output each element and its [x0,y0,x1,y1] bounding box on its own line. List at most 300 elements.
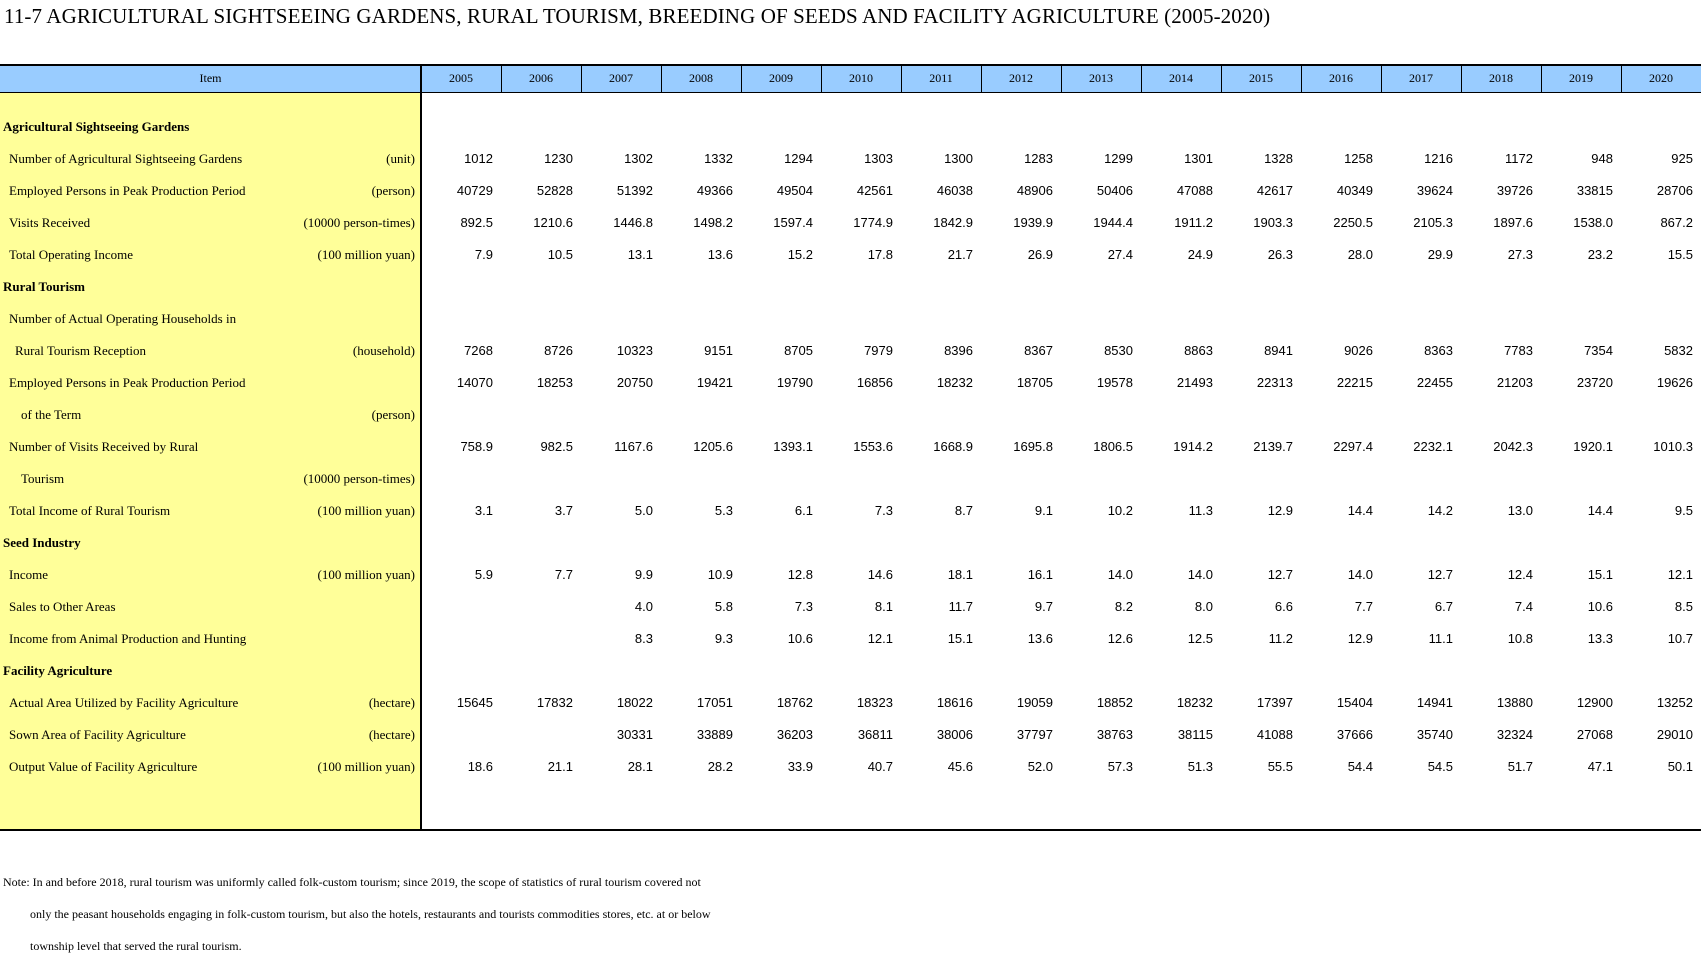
value-cell: 1258 [1344,151,1373,166]
header-year-2019: 2019 [1569,71,1593,85]
value-cell: 2232.1 [1413,439,1453,454]
value-cell: 7.7 [1354,599,1373,614]
header-year-2016: 2016 [1329,71,1353,85]
value-cell: 40349 [1336,183,1373,198]
value-cell: 35740 [1416,727,1453,742]
value-cell: 19421 [696,375,733,390]
value-cell: 1944.4 [1093,215,1133,230]
header-divider [501,64,502,93]
value-cell: 1283 [1024,151,1053,166]
value-cell: 32324 [1496,727,1533,742]
value-cell: 1903.3 [1253,215,1293,230]
header-year-2012: 2012 [1009,71,1033,85]
value-cell: 1897.6 [1493,215,1533,230]
value-cell: 8363 [1424,343,1453,358]
header-divider [1061,64,1062,93]
value-cell: 19578 [1096,375,1133,390]
value-cell: 12.5 [1187,631,1213,646]
value-cell: 8396 [944,343,973,358]
value-cell: 10323 [616,343,653,358]
value-cell: 1842.9 [933,215,973,230]
header-year-2011: 2011 [929,71,953,85]
value-cell: 8.1 [874,599,893,614]
value-cell: 1939.9 [1013,215,1053,230]
value-cell: 2105.3 [1413,215,1453,230]
row-unit: (100 million yuan) [317,567,415,582]
value-cell: 39726 [1496,183,1533,198]
value-cell: 7.7 [554,567,573,582]
value-cell: 15404 [1336,695,1373,710]
value-cell: 5.0 [634,503,653,518]
value-cell: 38115 [1177,727,1213,742]
table-row [0,303,1701,335]
row-label: Employed Persons in Peak Production Period [9,375,246,390]
header-year-2018: 2018 [1489,71,1513,85]
value-cell: 9.9 [634,567,653,582]
table-row [0,239,1701,271]
value-cell: 925 [1671,151,1693,166]
value-cell: 22455 [1416,375,1453,390]
row-unit: (hectare) [368,727,415,742]
table-row [0,207,1701,239]
value-cell: 51.7 [1507,759,1533,774]
table-row [0,495,1701,527]
header-divider [1541,64,1542,93]
value-cell: 11.2 [1268,631,1293,646]
value-cell: 1012 [464,151,493,166]
row-unit: (person) [371,407,415,422]
value-cell: 1446.8 [613,215,653,230]
header-year-2009: 2009 [769,71,793,85]
value-cell: 18022 [616,695,653,710]
value-cell: 36203 [776,727,813,742]
value-cell: 1300 [944,151,973,166]
value-cell: 12.1 [1667,567,1693,582]
value-cell: 27068 [1576,727,1613,742]
value-cell: 1299 [1104,151,1133,166]
header-year-2020: 2020 [1649,71,1673,85]
header-year-2015: 2015 [1249,71,1273,85]
value-cell: 29010 [1656,727,1693,742]
value-cell: 51392 [616,183,653,198]
value-cell: 52828 [536,183,573,198]
value-cell: 8726 [544,343,573,358]
value-cell: 16.1 [1027,567,1053,582]
header-year-2006: 2006 [529,71,553,85]
table-row [0,463,1701,495]
value-cell: 17397 [1256,695,1293,710]
value-cell: 13252 [1656,695,1693,710]
value-cell: 18.1 [947,567,973,582]
row-label: Output Value of Facility Agriculture [9,759,198,774]
value-cell: 22215 [1336,375,1373,390]
value-cell: 1498.2 [693,215,733,230]
row-unit: (10000 person-times) [303,215,415,230]
section-row [0,111,1701,143]
header-divider [741,64,742,93]
header-divider [1221,64,1222,93]
row-unit: (10000 person-times) [303,471,415,486]
value-cell: 8863 [1184,343,1213,358]
value-cell: 36811 [857,727,893,742]
value-cell: 7.3 [794,599,813,614]
value-cell: 50.1 [1667,759,1693,774]
value-cell: 6.6 [1274,599,1293,614]
value-cell: 10.6 [787,631,813,646]
value-cell: 46038 [936,183,973,198]
value-cell: 8.7 [954,503,973,518]
value-cell: 23.2 [1587,247,1613,262]
value-cell: 10.8 [1507,631,1533,646]
header-year-2014: 2014 [1169,71,1193,85]
value-cell: 18852 [1096,695,1133,710]
value-cell: 12.4 [1507,567,1533,582]
value-cell: 14.6 [867,567,893,582]
header-divider [901,64,902,93]
value-cell: 8.5 [1674,599,1693,614]
value-cell: 8367 [1024,343,1053,358]
statistics-table [0,64,1701,830]
value-cell: 54.5 [1427,759,1453,774]
value-cell: 18232 [1176,695,1213,710]
value-cell: 6.7 [1434,599,1453,614]
header-divider [981,64,982,93]
header-year-2017: 2017 [1409,71,1433,85]
value-cell: 42561 [856,183,893,198]
footnote [3,866,711,962]
value-cell: 9026 [1344,343,1373,358]
value-cell: 40.7 [867,759,893,774]
value-cell: 29.9 [1427,247,1453,262]
value-cell: 18.6 [467,759,493,774]
value-cell: 892.5 [460,215,493,230]
table-row [0,399,1701,431]
table-row [0,143,1701,175]
value-cell: 1303 [864,151,893,166]
value-cell: 21.7 [947,247,973,262]
row-label: Tourism [21,471,65,486]
value-cell: 22313 [1256,375,1293,390]
value-cell: 10.2 [1107,503,1133,518]
value-cell: 1172 [1505,151,1533,166]
value-cell: 38006 [936,727,973,742]
table-bottom-rule [0,829,1701,831]
value-cell: 1167.6 [614,439,653,454]
value-cell: 13.0 [1507,503,1533,518]
value-cell: 13880 [1496,695,1533,710]
value-cell: 17832 [536,695,573,710]
section-label: Seed Industry [3,535,81,550]
value-cell: 1393.1 [773,439,813,454]
value-cell: 7354 [1584,343,1613,358]
value-cell: 1010.3 [1653,439,1693,454]
value-cell: 17.8 [867,247,893,262]
value-cell: 8941 [1264,343,1293,358]
row-unit: (person) [371,183,415,198]
value-cell: 8.2 [1114,599,1133,614]
header-divider [1301,64,1302,93]
header-year-2007: 2007 [609,71,633,85]
value-cell: 12.9 [1267,503,1293,518]
value-cell: 49504 [776,183,813,198]
value-cell: 52.0 [1027,759,1053,774]
value-cell: 12.7 [1427,567,1453,582]
value-cell: 20750 [616,375,653,390]
value-cell: 57.3 [1107,759,1133,774]
page-title: 11-7 AGRICULTURAL SIGHTSEEING GARDENS, RURAL TOURISM, BREEDING OF SEEDS AND FACILITY AGRICULTURE (2005-2020) [4,4,1271,28]
value-cell: 13.3 [1587,631,1613,646]
table-row [0,591,1701,623]
value-cell: 18232 [936,375,973,390]
value-cell: 5.9 [474,567,493,582]
value-cell: 19790 [776,375,813,390]
row-label: of the Term [21,407,82,422]
value-cell: 9.7 [1034,599,1053,614]
value-cell: 1294 [784,151,813,166]
header-divider [1141,64,1142,93]
row-label: Rural Tourism Reception [15,343,146,358]
value-cell: 37666 [1336,727,1373,742]
value-cell: 7268 [464,343,493,358]
value-cell: 33889 [696,727,733,742]
value-cell: 12.8 [787,567,813,582]
value-cell: 24.9 [1187,247,1213,262]
header-divider [821,64,822,93]
table-row [0,559,1701,591]
value-cell: 4.0 [634,599,653,614]
section-row [0,271,1701,303]
value-cell: 1205.6 [693,439,733,454]
value-cell: 19626 [1656,375,1693,390]
value-cell: 1538.0 [1573,215,1613,230]
value-cell: 37797 [1016,727,1053,742]
value-cell: 21.1 [547,759,573,774]
value-cell: 14070 [456,375,493,390]
value-cell: 14941 [1416,695,1453,710]
value-cell: 10.5 [547,247,573,262]
row-label: Number of Agricultural Sightseeing Gardens [9,151,243,166]
value-cell: 948 [1591,151,1613,166]
section-row [0,527,1701,559]
value-cell: 13.6 [707,247,733,262]
value-cell: 7.9 [474,247,493,262]
value-cell: 12.1 [867,631,893,646]
value-cell: 1911.2 [1174,215,1213,230]
value-cell: 15.2 [787,247,813,262]
value-cell: 2139.7 [1253,439,1293,454]
value-cell: 1332 [704,151,733,166]
value-cell: 8705 [784,343,813,358]
table-row [0,623,1701,655]
value-cell: 1914.2 [1173,439,1213,454]
value-cell: 7.4 [1514,599,1533,614]
table-row [0,719,1701,751]
value-cell: 1302 [624,151,653,166]
value-cell: 18762 [776,695,813,710]
value-cell: 38763 [1096,727,1133,742]
header-year-2010: 2010 [849,71,873,85]
value-cell: 2250.5 [1333,215,1373,230]
header-divider [1621,64,1622,93]
value-cell: 758.9 [460,439,493,454]
value-cell: 27.4 [1107,247,1133,262]
value-cell: 39624 [1416,183,1453,198]
table-row [0,175,1701,207]
value-cell: 13.1 [627,247,653,262]
section-label: Agricultural Sightseeing Gardens [3,119,190,134]
value-cell: 9.5 [1674,503,1693,518]
value-cell: 12.6 [1107,631,1133,646]
row-label: Total Income of Rural Tourism [9,503,171,518]
value-cell: 2042.3 [1493,439,1533,454]
value-cell: 14.4 [1347,503,1373,518]
value-cell: 48906 [1016,183,1053,198]
value-cell: 19059 [1016,695,1053,710]
value-cell: 1597.4 [773,215,813,230]
value-cell: 47088 [1176,183,1213,198]
value-cell: 18323 [856,695,893,710]
value-cell: 1328 [1264,151,1293,166]
value-cell: 15.5 [1667,247,1693,262]
value-cell: 10.6 [1587,599,1613,614]
value-cell: 12.9 [1347,631,1373,646]
value-cell: 26.9 [1027,247,1053,262]
value-cell: 50406 [1096,183,1133,198]
value-cell: 28706 [1656,183,1693,198]
value-cell: 18253 [536,375,573,390]
value-cell: 21493 [1176,375,1213,390]
value-cell: 17051 [696,695,733,710]
value-cell: 26.3 [1267,247,1293,262]
value-cell: 28.2 [707,759,733,774]
value-cell: 27.3 [1507,247,1533,262]
row-label: Actual Area Utilized by Facility Agriculture [9,695,239,710]
value-cell: 7.3 [874,503,893,518]
value-cell: 55.5 [1267,759,1293,774]
value-cell: 5.3 [714,503,733,518]
value-cell: 30331 [616,727,653,742]
value-cell: 12900 [1576,695,1613,710]
value-cell: 21203 [1496,375,1533,390]
value-cell: 42617 [1256,183,1293,198]
value-cell: 1553.6 [853,439,893,454]
value-cell: 10.9 [707,567,733,582]
value-cell: 16856 [856,375,893,390]
value-cell: 14.4 [1587,503,1613,518]
value-cell: 11.7 [948,599,973,614]
value-cell: 11.1 [1428,631,1453,646]
row-unit: (household) [352,343,415,358]
value-cell: 7783 [1504,343,1533,358]
value-cell: 45.6 [947,759,973,774]
value-cell: 1920.1 [1573,439,1613,454]
value-cell: 9.3 [714,631,733,646]
row-unit: (100 million yuan) [317,503,415,518]
header-item: Item [199,71,222,85]
section-label: Facility Agriculture [3,663,113,678]
value-cell: 23720 [1576,375,1613,390]
value-cell: 41088 [1256,727,1293,742]
row-label: Employed Persons in Peak Production Period [9,183,246,198]
value-cell: 8.3 [634,631,653,646]
row-label: Total Operating Income [9,247,133,262]
row-unit: (100 million yuan) [317,759,415,774]
value-cell: 33815 [1576,183,1613,198]
row-label: Income [9,567,48,582]
value-cell: 12.7 [1267,567,1293,582]
row-label: Visits Received [9,215,91,230]
value-cell: 2297.4 [1333,439,1373,454]
value-cell: 1301 [1184,151,1213,166]
value-cell: 14.0 [1347,567,1373,582]
footnote-line: Note: In and before 2018, rural tourism was uniformly called folk-custom tourism; since 2019, the scope of statistics of rural tourism covered not [3,875,701,889]
footnote-line: only the peasant households engaging in folk-custom tourism, but also the hotels, restaurants and tourists commodities stores, etc. at or below [30,907,711,921]
value-cell: 28.1 [627,759,653,774]
value-cell: 28.0 [1347,247,1373,262]
value-cell: 1695.8 [1013,439,1053,454]
value-cell: 5832 [1664,343,1693,358]
row-label: Income from Animal Production and Hunting [9,631,247,646]
header-year-2005: 2005 [449,71,473,85]
value-cell: 7979 [864,343,893,358]
row-label: Number of Visits Received by Rural [9,439,199,454]
value-cell: 867.2 [1660,215,1693,230]
table-row [0,367,1701,399]
value-cell: 15645 [456,695,493,710]
value-cell: 49366 [696,183,733,198]
row-unit: (unit) [386,151,415,166]
footnote-line: township level that served the rural tourism. [30,939,242,953]
header-year-2008: 2008 [689,71,713,85]
value-cell: 5.8 [714,599,733,614]
value-cell: 1774.9 [853,215,893,230]
table-row [0,431,1701,463]
section-label: Rural Tourism [3,279,85,294]
value-cell: 1230 [544,151,573,166]
value-cell: 9.1 [1034,503,1053,518]
value-cell: 15.1 [947,631,973,646]
row-label: Sown Area of Facility Agriculture [9,727,186,742]
value-cell: 18705 [1016,375,1053,390]
row-unit: (hectare) [368,695,415,710]
value-cell: 1806.5 [1093,439,1133,454]
value-cell: 8530 [1104,343,1133,358]
value-cell: 1210.6 [533,215,573,230]
value-cell: 982.5 [540,439,573,454]
value-cell: 6.1 [794,503,813,518]
header-divider [1381,64,1382,93]
header-divider [661,64,662,93]
value-cell: 9151 [704,343,733,358]
value-cell: 33.9 [787,759,813,774]
value-cell: 13.6 [1027,631,1053,646]
value-cell: 1216 [1424,151,1453,166]
value-cell: 54.4 [1347,759,1373,774]
table-row [0,335,1701,367]
section-row [0,655,1701,687]
table-row [0,751,1701,783]
row-unit: (100 million yuan) [317,247,415,262]
value-cell: 47.1 [1587,759,1613,774]
value-cell: 14.0 [1187,567,1213,582]
value-cell: 3.7 [554,503,573,518]
header-divider [581,64,582,93]
table-row [0,687,1701,719]
row-label: Number of Actual Operating Households in [9,311,237,326]
value-cell: 8.0 [1194,599,1213,614]
value-cell: 11.3 [1188,503,1213,518]
value-cell: 14.2 [1427,503,1453,518]
